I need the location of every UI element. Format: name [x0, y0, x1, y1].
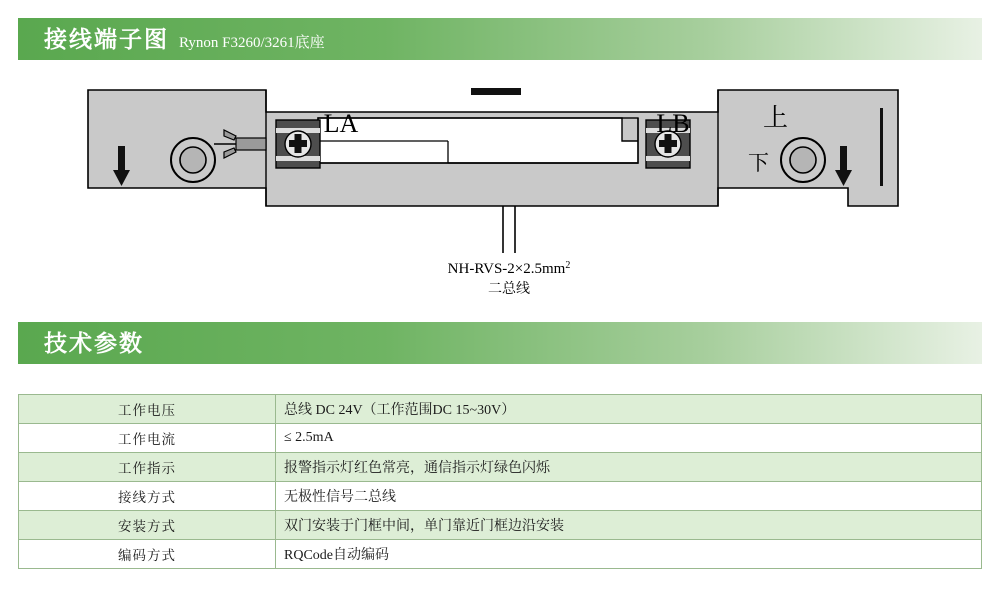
wiring-terminal-diagram: [18, 78, 982, 308]
device-top-tab: [471, 88, 521, 95]
table-row: [19, 424, 982, 453]
spec-label: 工作电流: [19, 424, 276, 453]
spec-value: 双门安装于门框中间，单门靠近门框边沿安装: [276, 511, 982, 540]
spec-value: RQCode自动编码: [276, 540, 982, 569]
device-right-bar: [880, 108, 883, 186]
fork-connector-body: [236, 138, 266, 150]
marking-down-label: 下: [748, 151, 769, 175]
table-row: [19, 540, 982, 569]
table-row: [19, 395, 982, 424]
cable-spec-label: $NH-RVS-2\times 2.5mm^2$: [447, 260, 571, 277]
marking-up-label: 上: [763, 105, 789, 132]
section-subtitle-wiring: Rynon F3260/3261底座: [179, 35, 325, 51]
table-row: [19, 511, 982, 540]
spec-label: 编码方式: [19, 540, 276, 569]
spec-label: 安装方式: [19, 511, 276, 540]
spec-value: 报警指示灯红色常亮，通信指示灯绿色闪烁: [276, 453, 982, 482]
section-title-specs: 技术参数: [44, 330, 144, 356]
section-title-wiring: 接线端子图: [44, 26, 169, 52]
table-row: [19, 482, 982, 511]
spec-label: 工作指示: [19, 453, 276, 482]
spec-value: ≤ 2.5mA: [276, 424, 982, 453]
spec-label: 工作电压: [19, 395, 276, 424]
spec-value: 总线 DC 24V（工作范围DC 15~30V）: [276, 395, 982, 424]
terminal-la: [276, 120, 320, 168]
terminal-la-screw-slot-v: [295, 134, 302, 153]
section-header-specs: [18, 322, 982, 364]
technical-specs-table: [18, 394, 982, 569]
terminal-la-label: LA: [323, 109, 359, 138]
table-row: [19, 453, 982, 482]
terminal-lb-label: LB: [656, 109, 690, 138]
cable-bus-label: 二总线: [488, 280, 530, 296]
spec-label: 接线方式: [19, 482, 276, 511]
spec-value: 无极性信号二总线: [276, 482, 982, 511]
section-header-wiring: [18, 18, 982, 60]
